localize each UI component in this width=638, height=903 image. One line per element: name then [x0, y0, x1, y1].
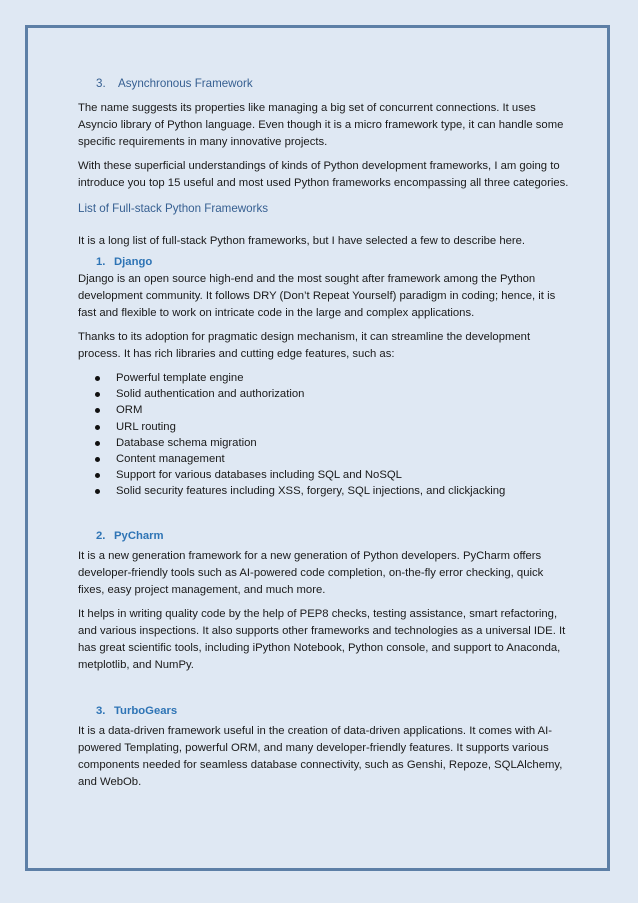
list-item: Support for various databases including SQL and NoSQL: [78, 467, 570, 483]
list-heading: List of Full-stack Python Frameworks: [78, 202, 269, 215]
framework-number: 3.: [96, 704, 106, 717]
framework-heading-django: [78, 254, 570, 271]
paragraph: With these superficial understandings of kinds of Python development frameworks, I am going to introduce you top 15 useful and most used Python frameworks encompassing all three categories.: [78, 160, 569, 189]
section-title: Asynchronous Framework: [118, 77, 253, 90]
bullet-icon: [95, 408, 100, 413]
framework-title: PyCharm: [114, 529, 164, 542]
list-item: Content management: [78, 451, 570, 467]
bullet-icon: [95, 376, 100, 381]
paragraph: Thanks to its adoption for pragmatic design mechanism, it can streamline the development process. It has rich libraries and cutting edge features, such as:: [78, 331, 531, 360]
paragraph: It helps in writing quality code by the help of PEP8 checks, testing assistance, smart refactoring, and various inspections. It also supports other frameworks and technologies as a universal IDE. It has great scientific tools, including iPython Notebook, Python console, and support to Anaconda, metplotlib, and NumPy.: [78, 607, 566, 671]
list-item: Solid security features including XSS, forgery, SQL injections, and clickjacking: [78, 483, 570, 499]
paragraph: It is a new generation framework for a new generation of Python developers. PyCharm offers developer-friendly tools such as AI-powered code completion, on-the-fly error checking, quick fixes, easy project management, and much more.: [78, 549, 544, 596]
paragraph: It is a data-driven framework useful in the creation of data-driven applications. It comes with AI-powered Templating, powerful ORM, and many developer-friendly features. It supports various components needed for seamless database connectivity, such as Genshi, Repoze, SQLAlchemy, and WebOb.: [78, 724, 563, 788]
framework-title: Django: [114, 256, 153, 268]
list-item: Solid authentication and authorization: [78, 386, 570, 402]
framework-title: TurboGears: [114, 704, 178, 717]
paragraph: Django is an open source high-end and the most sought after framework among the Python development community. It follows DRY (Don’t Repeat Yourself) paradigm in coding; hence, it is fast and flexible to work on intricate code in the large and complex applications.: [78, 273, 556, 319]
list-item: Database schema migration: [78, 435, 570, 451]
paragraph: The name suggests its properties like managing a big set of concurrent connections. It uses Asyncio library of Python language. Even though it is a micro framework type, it can handle some specific requirements in many innovative projects.: [78, 102, 564, 148]
feature-list: [78, 370, 570, 500]
intro-paragraph: It is a long list of full-stack Python frameworks, but I have selected a few to describe here.: [78, 235, 526, 247]
section-heading-asynchronous: [78, 74, 570, 94]
framework-heading-pycharm: [78, 528, 570, 545]
framework-number: 2.: [96, 529, 106, 542]
bullet-icon: [95, 425, 100, 430]
framework-number: 1.: [96, 256, 106, 268]
bullet-icon: [95, 392, 100, 397]
bullet-icon: [95, 489, 100, 494]
section-number: 3.: [96, 77, 106, 90]
bullet-icon: [95, 457, 100, 462]
bullet-icon: [95, 441, 100, 446]
list-item: Powerful template engine: [78, 370, 570, 386]
document-body: [78, 74, 570, 798]
list-item: ORM: [78, 402, 570, 418]
list-item: URL routing: [78, 419, 570, 435]
framework-heading-turbogears: [78, 703, 570, 720]
bullet-icon: [95, 473, 100, 478]
